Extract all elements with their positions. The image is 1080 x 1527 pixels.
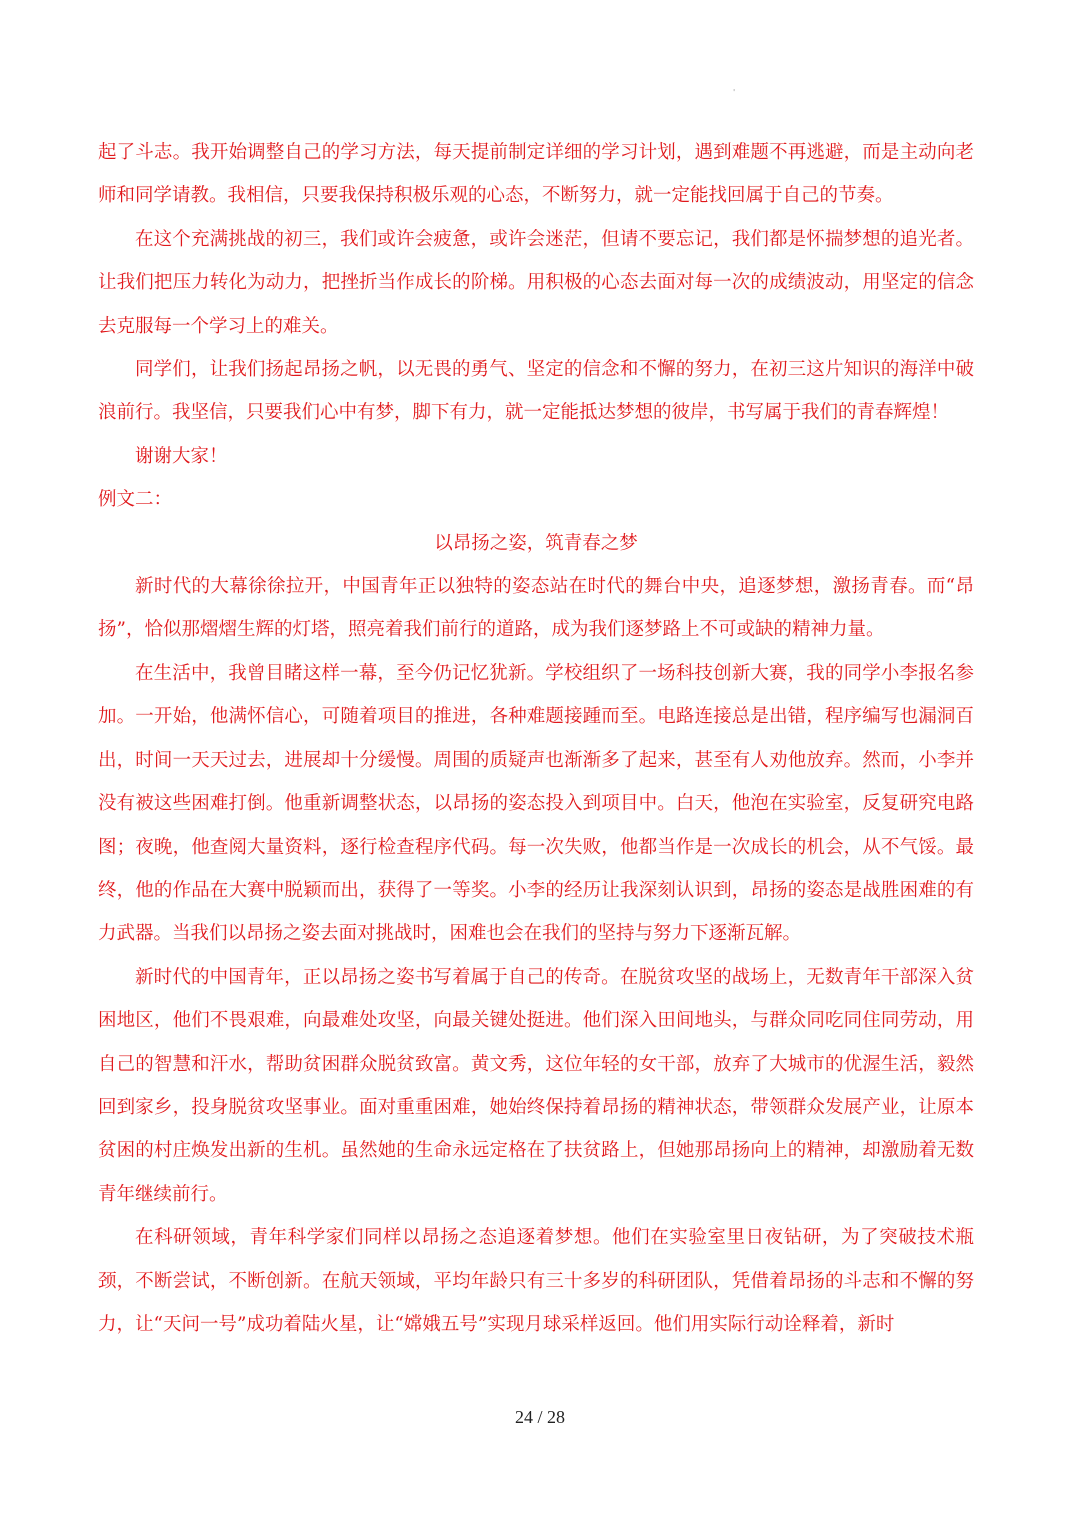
page-number: 24 / 28 [514,1407,565,1427]
body-text [98,131,974,1346]
paragraph: 在生活中，我曾目睹这样一幕，至今仍记忆犹新。学校组织了一场科技创新大赛，我的同学小李报名参加。一开始，他满怀信心，可随着项目的推进，各种难题接踵而至。电路连接总是出错，程序编写也漏洞百出，时间一天天过去，进展却十分缓慢。周围的质疑声也渐渐多了起来，甚至有人劝他放弃。然而，小李并没有被这些困难打倒。他重新调整状态，以昂扬的姿态投入到项目中。白天，他泡在实验室，反复研究电路图；夜晚，他查阅大量资料，逐行检查程序代码。每一次失败，他都当作是一次成长的机会，从不气馁。最终，他的作品在大赛中脱颖而出，获得了一等奖。小李的经历让我深刻认识到，昂扬的姿态是战胜困难的有力武器。当我们以昂扬之姿去面对挑战时，困难也会在我们的坚持与努力下逐渐瓦解。 [98,662,974,945]
essay-title: 以昂扬之姿，筑青春之梦 [434,532,638,554]
closing-thanks: 谢谢大家！ [135,445,228,467]
paragraph: 同学们，让我们扬起昂扬之帆，以无畏的勇气、坚定的信念和不懈的努力，在初三这片知识的海洋中破浪前行。我坚信，只要我们心中有梦，脚下有力，就一定能抵达梦想的彼岸，书写属于我们的青春辉煌！ [98,359,974,424]
paragraph: 新时代的大幕徐徐拉开，中国青年正以独特的姿态站在时代的舞台中央，追逐梦想，激扬青春。而“昂扬”，恰似那熠熠生辉的灯塔，照亮着我们前行的道路，成为我们逐梦路上不可或缺的精神力量。 [98,576,974,641]
page-mark: ' [733,88,736,97]
paragraph-continuation: 起了斗志。我开始调整自己的学习方法，每天提前制定详细的学习计划，遇到难题不再逃避，而是主动向老师和同学请教。我相信，只要我保持积极乐观的心态，不断努力，就一定能找回属于自己的节奏。 [98,142,974,207]
paragraph: 在这个充满挑战的初三，我们或许会疲惫，或许会迷茫，但请不要忘记，我们都是怀揣梦想的追光者。让我们把压力转化为动力，把挫折当作成长的阶梯。用积极的心态去面对每一次的成绩波动，用坚定的信念去克服每一个学习上的难关。 [98,228,974,337]
example-label: 例文二： [98,489,173,511]
paragraph: 在科研领域，青年科学家们同样以昂扬之态追逐着梦想。他们在实验室里日夜钻研，为了突破技术瓶颈，不断尝试，不断创新。在航天领域，平均年龄只有三十多岁的科研团队，凭借着昂扬的斗志和不懈的努力，让“天问一号”成功着陆火星，让“嫦娥五号”实现月球采样返回。他们用实际行动诠释着，新时 [98,1227,974,1335]
paragraph: 新时代的中国青年，正以昂扬之姿书写着属于自己的传奇。在脱贫攻坚的战场上，无数青年干部深入贫困地区，他们不畏艰难，向最难处攻坚，向最关键处挺进。他们深入田间地头，与群众同吃同住同劳动，用自己的智慧和汗水，帮助贫困群众脱贫致富。黄文秀，这位年轻的女干部，放弃了大城市的优渥生活，毅然回到家乡，投身脱贫攻坚事业。面对重重困难，她始终保持着昂扬的精神状态，带领群众发展产业，让原本贫困的村庄焕发出新的生机。虽然她的生命永远定格在了扶贫路上，但她那昂扬向上的精神，却激励着无数青年继续前行。 [98,966,974,1205]
